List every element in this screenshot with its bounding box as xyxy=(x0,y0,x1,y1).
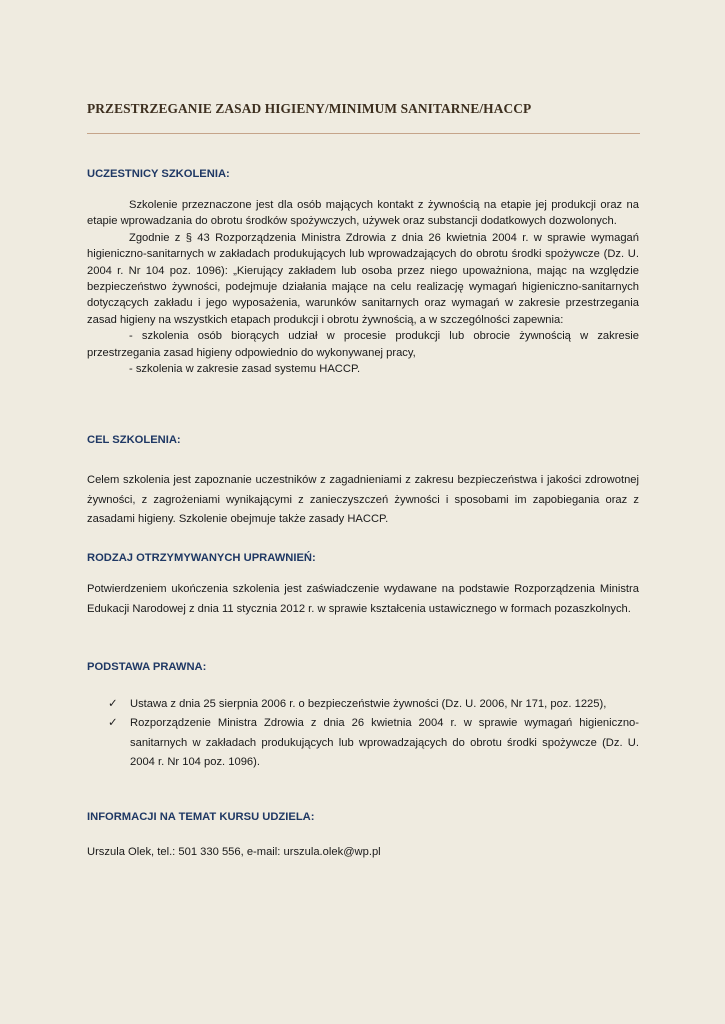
rights-paragraph: Potwierdzeniem ukończenia szkolenia jest zaświadczenie wydawane na podstawie Rozporządzenia Ministra Edukacji Narodowej z dnia 11 stycznia 2012 r. w sprawie kształcenia ustawicznego w formach pozaszkolnych. xyxy=(87,583,639,615)
contact-text: Urszula Olek, tel.: 501 330 556, e-mail: urszula.olek@wp.pl xyxy=(87,846,381,858)
list-item xyxy=(87,714,639,772)
goal-heading: CEL SZKOLENIA: xyxy=(87,434,181,446)
participants-section xyxy=(87,197,639,377)
participants-paragraph-2: Zgodnie z § 43 Rozporządzenia Ministra Zdrowia z dnia 26 kwietnia 2004 r. w sprawie wymagań higieniczno-sanitarnych w zakładach produkujących lub wprowadzających do obrotu środki spożywcze (Dz. U. 2004 r. Nr 104 poz. 1096): „Kierujący zakładem lub osoba przez niego upoważniona, mając na względzie bezpieczeństwo żywności, podejmuje działania mające na celu realizację wymagań higieniczno-sanitarnych dotyczących zakładu i jego wyposażenia, warunków sanitarnych oraz wymagań w zakresie przestrzegania zasad higieny na wszystkich etapach produkcji i obrotu żywnością, a w szczególności zapewnia: xyxy=(87,231,639,326)
legal-item-text: Ustawa z dnia 25 sierpnia 2006 r. o bezpieczeństwie żywności (Dz. U. 2006, Nr 171, poz. 1225), xyxy=(130,698,607,710)
page-title: PRZESTRZEGANIE ZASAD HIGIENY/MINIMUM SANITARNE/HACCP xyxy=(87,101,532,116)
contact-heading: INFORMACJI NA TEMAT KURSU UDZIELA: xyxy=(87,811,315,823)
title-divider xyxy=(87,133,640,134)
legal-heading: PODSTAWA PRAWNA: xyxy=(87,661,207,673)
goal-section xyxy=(87,471,639,530)
list-item xyxy=(87,695,639,714)
rights-section xyxy=(87,580,639,619)
goal-paragraph: Celem szkolenia jest zapoznanie uczestników z zagadnieniami z zakresu bezpieczeństwa i jakości zdrowotnej żywności, z zagrożeniami wynikającymi z zanieczyszczeń żywności i sposobami im zapobiegania oraz z zasadami higieny. Szkolenie obejmuje także zasady HACCP. xyxy=(87,474,639,525)
participants-heading: UCZESTNICY SZKOLENIA: xyxy=(87,168,230,180)
legal-section xyxy=(87,695,639,772)
legal-list xyxy=(87,695,639,772)
participants-paragraph-1: Szkolenie przeznaczone jest dla osób mających kontakt z żywnością na etapie jej produkcji oraz na etapie wprowadzania do obrotu środków spożywczych, używek oraz substancji dodatkowych dozwolonych. xyxy=(87,199,639,228)
legal-item-text: Rozporządzenie Ministra Zdrowia z dnia 26 kwietnia 2004 r. w sprawie wymagań higieniczno-sanitarnych w zakładach produkujących lub wprowadzających do obrotu środki spożywcze (Dz. U. 2004 r. Nr 104 poz. 1096). xyxy=(130,717,639,768)
checkmark-icon: ✓ xyxy=(108,717,118,730)
checkmark-icon: ✓ xyxy=(108,698,118,710)
participants-paragraph-4: - szkolenia w zakresie zasad systemu HACCP. xyxy=(129,363,361,376)
contact-section xyxy=(87,844,639,860)
rights-heading: RODZAJ OTRZYMYWANYCH UPRAWNIEŃ: xyxy=(87,552,316,564)
participants-paragraph-3: - szkolenia osób biorących udział w procesie produkcji lub obrocie żywnością w zakresie przestrzegania zasad higieny odpowiednio do wykonywanej pracy, xyxy=(87,330,639,359)
